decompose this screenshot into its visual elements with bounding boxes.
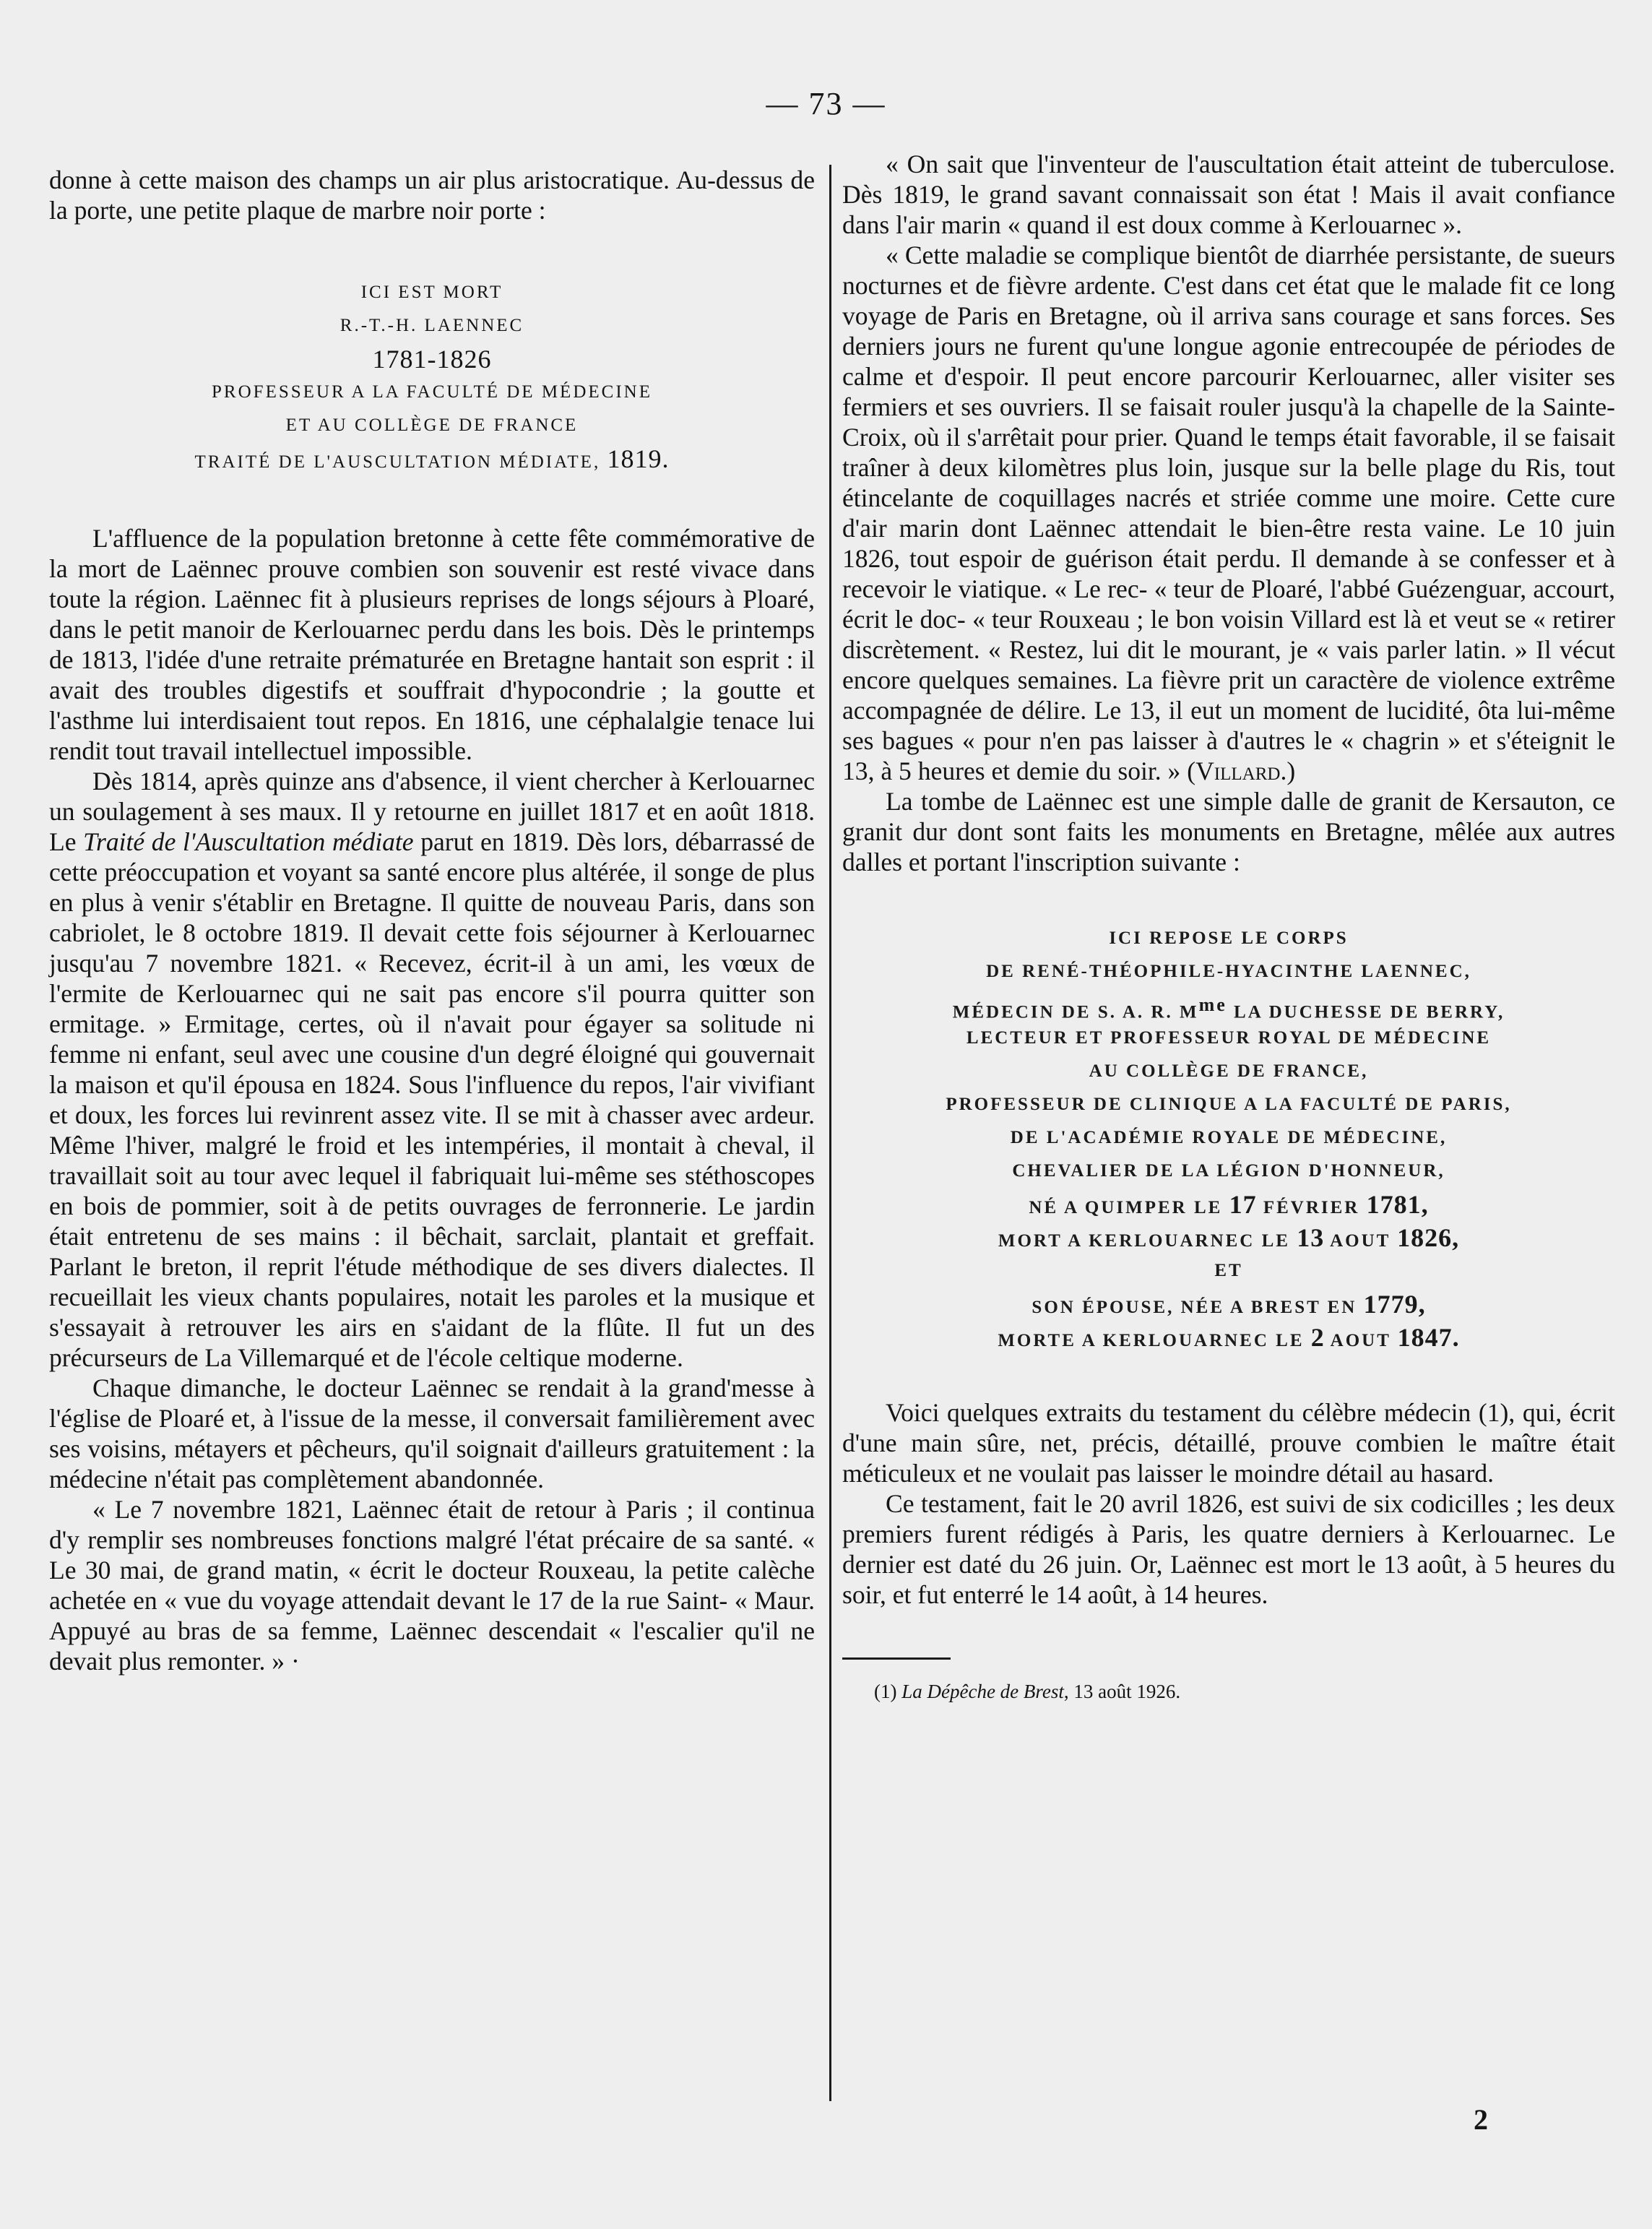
text-run: « Cette maladie se complique bientôt de diarrhée persistante, de sueurs nocturnes et de fièvre ardente. C'est dans cet état que le malade fit ce long voyage de Paris en Bretagne, où il arriva sans courage et sans forces. Ses derniers jours ne furent qu'une longue agonie entrecoupée de périodes de calme et d'espoir. Il peut encore parcourir Kerlouarnec, aller visiter ses fermiers et ses ouvriers. Il se faisait rouler jusqu'à la chapelle de la Sainte-Croix, où il s'arrêtait pour prier. Quand le temps était favorable, il se faisait traîner à deux kilomètres plus loin, jusque sur la belle plage du Ris, tout étincelante de coquillages nacrés et striée comme une moire. Cette cure d'air marin dont Laënnec attendait le bien-être resta vaine. Le 10 juin 1826, tout espoir de guérison était perdu. Il demande à se confesser et à recevoir le viatique. « Le rec- « teur de Ploaré, l'abbé Guézenguar, accourt, écrit le doc- « teur Rouxeau ; le bon voisin Villard est là et veut se « retirer discrètement. « Restez, lui dit le mourant, je « vais parler latin. » Il vécut encore quelques semaines. La fièvre prit un caractère de violence extrême accompagnée de délire. Le 13, il eut un moment de lucidité, ôta lui-même ses bagues « pour n'en pas laisser à d'autres le « chagrin » et s'éteignit le 13, à 5 heures et demie du soir. » [842, 241, 1615, 785]
epitaph-line [842, 1288, 1615, 1321]
text-run: MORTE A KERLOUARNEC LE [998, 1331, 1305, 1350]
text-run: MÉDECIN DE S. A. R. M [952, 1002, 1199, 1022]
footnote-date: , 13 août 1926. [1063, 1681, 1181, 1702]
footnote-source: La Dépêche de Brest [901, 1681, 1064, 1702]
plaque-line: 1781-1826 [372, 345, 492, 374]
plaque-inscription [49, 276, 815, 475]
text-run: FÉVRIER [1263, 1198, 1360, 1217]
left-column [49, 165, 815, 1676]
epitaph-line: ICI REPOSE LE CORPS [1109, 928, 1349, 948]
text-run: Dès 1814, après quinze ans d'absence, il vient chercher à Kerlouarnec un soulagement à ses maux. Il y retourne en juillet 1817 et en août 1818. Le [49, 767, 815, 856]
text-run: AOUT [1330, 1231, 1391, 1251]
plaque-line: R.-T.-H. LAENNEC [340, 316, 524, 335]
paragraph: L'affluence de la population bretonne à cette fête commémorative de la mort de Laënnec prouve combien son souvenir est resté vivace dans toute la région. Laënnec fit à plusieurs reprises de longs séjours à Ploaré, dans le petit manoir de Kerlouarnec perdu dans les bois. Dès le printemps de 1813, l'idée d'une retraite prématurée en Bretagne hantait son esprit : il avait des troubles digestifs et souffrait d'hypocondrie ; la goutte et l'asthme lui interdisaient tout repos. En 1816, une céphalalgie tenace lui rendit tout travail intellectuel impossible. [49, 524, 815, 765]
text-run: NÉ A QUIMPER LE [1029, 1198, 1223, 1217]
epitaph-line: LECTEUR ET PROFESSEUR ROYAL DE MÉDECINE [966, 1028, 1492, 1048]
epitaph-inscription [842, 922, 1615, 1354]
book-title: Traité de l'Auscultation médiate [83, 827, 414, 856]
paragraph: donne à cette maison des champs un air plus aristocratique. Au-dessus de la porte, une petite plaque de marbre noir porte : [49, 165, 815, 225]
footnote-rule [842, 1657, 951, 1660]
date-number: 1826, [1397, 1223, 1460, 1252]
paragraph: Chaque dimanche, le docteur Laënnec se rendait à la grand'messe à l'église de Ploaré et, à l'issue de la messe, il conversait familièrement avec ses voisins, métayers et pêcheurs, qu'il soignait d'ailleurs gratuitement : la médecine n'était pas complètement abandonnée. [49, 1374, 815, 1493]
date-number: 13 [1297, 1223, 1325, 1252]
attribution: (Villard.) [1187, 756, 1296, 785]
text-run: SON ÉPOUSE, NÉE A BREST EN [1032, 1298, 1357, 1317]
plaque-line: ET AU COLLÈGE DE FRANCE [285, 415, 579, 435]
plaque-line [49, 442, 815, 475]
text-run: parut en 1819. Dès lors, débarrassé de cette préoccupation et voyant sa santé encore plus altérée, il songe de plus en plus à venir s'établir en Bretagne. Il quitte de nouveau Paris, dans son cabriolet, le 8 octobre 1819. Il devait cette fois séjourner à Kerlouarnec jusqu'au 7 novembre 1821. « Recevez, écrit-il à un ami, les vœux de l'ermite de Kerlouarnec qui ne sait pas encore s'il pourra quitter son ermitage. » Ermitage, certes, où il n'avait pour égayer sa solitude ni femme ni enfant, seul avec une cousine d'un degré éloigné qui gouvernait la maison et qu'il épousa en 1824. Sous l'influence du repos, l'air vivifiant et doux, les forces lui revinrent assez vite. Il se mit à chasser avec ardeur. Même l'hiver, malgré le froid et les intempéries, il montait à cheval, il travaillait soit au tour avec lequel il fabriquait lui-même ses stéthoscopes en bois de pommier, soit à de petits ouvrages de ferronnerie. Le jardin était entretenu de ses mains : il bêchait, sarclait, plantait et greffait. Parlant le breton, il reprit l'étude méthodique de ses divers dialectes. Il recueillait les vieux chants populaires, notait les paroles et la musique et s'essayait à retrouver les airs en s'aidant de la flûte. Il fut un des précurseurs de La Villemarqué et de l'école celtique moderne. [49, 827, 815, 1372]
paragraph: « Le 7 novembre 1821, Laënnec était de retour à Paris ; il continua d'y remplir ses nombreuses fonctions malgré l'état précaire de sa santé. « Le 30 mai, de grand matin, « écrit le docteur Rouxeau, la petite calèche achetée en « vue du voyage attendait devant le 17 de la rue Saint- « Maur. Appuyé au bras de sa femme, Laënnec descendait « l'escalier qu'il ne devait plus remonter. » · [49, 1495, 815, 1676]
epitaph-line [842, 988, 1615, 1022]
plaque-line: ICI EST MORT [360, 283, 503, 302]
date-number: 1781, [1366, 1190, 1429, 1219]
epitaph-line [842, 1221, 1615, 1254]
date-number: 1779, [1363, 1290, 1426, 1319]
plaque-line-text: TRAITÉ DE L'AUSCULTATION MÉDIATE, [194, 452, 601, 472]
date-number: 17 [1229, 1190, 1257, 1219]
date-number: 2 [1310, 1323, 1325, 1352]
right-column [842, 149, 1615, 1704]
epitaph-line: PROFESSEUR DE CLINIQUE A LA FACULTÉ DE PARIS, [946, 1095, 1512, 1114]
paragraph [49, 766, 815, 1373]
epitaph-line [842, 1188, 1615, 1221]
text-run: MORT A KERLOUARNEC LE [998, 1231, 1290, 1251]
paragraph: « On sait que l'inventeur de l'auscultation était atteint de tuberculose. Dès 1819, le grand savant connaissait son état ! Mais il avait confiance dans l'air marin « quand il est doux comme à Kerlouarnec ». [842, 150, 1615, 239]
paragraph: La tombe de Laënnec est une simple dalle de granit de Kersauton, ce granit dur dont sont faits les monuments en Bretagne, mêlée aux autres dalles et portant l'inscription suivante : [842, 787, 1615, 876]
epitaph-line: DE L'ACADÉMIE ROYALE DE MÉDECINE, [1010, 1128, 1448, 1147]
superscript: me [1198, 994, 1227, 1015]
date-number: 1847. [1397, 1323, 1460, 1352]
text-run: AOUT [1330, 1331, 1391, 1350]
plaque-line: PROFESSEUR A LA FACULTÉ DE MÉDECINE [212, 382, 652, 402]
epitaph-line: CHEVALIER DE LA LÉGION D'HONNEUR, [1012, 1161, 1445, 1181]
epitaph-line: ET [1214, 1261, 1243, 1280]
text-run: LA DUCHESSE DE BERRY, [1227, 1002, 1505, 1022]
column-divider [829, 165, 831, 2101]
epitaph-line [842, 1321, 1615, 1354]
plaque-line-year: 1819. [607, 444, 670, 473]
epitaph-line: DE RENÉ-THÉOPHILE-HYACINTHE LAENNEC, [986, 962, 1471, 981]
page-number: — 73 — [766, 86, 886, 121]
paragraph: Ce testament, fait le 20 avril 1826, est suivi de six codicilles ; les deux premiers furent rédigés à Paris, les quatre derniers à Kerlouarnec. Le dernier est daté du 26 juin. Or, Laënnec est mort le 13 août, à 5 heures du soir, et fut enterré le 14 août, à 14 heures. [842, 1489, 1615, 1609]
paragraph [842, 240, 1615, 786]
signature-mark: 2 [1474, 2103, 1488, 2136]
footnote [874, 1678, 1615, 1704]
paragraph: Voici quelques extraits du testament du célèbre médecin (1), qui, écrit d'une main sûre, net, précis, détaillé, prouve combien le maître était méticuleux et ne voulait pas laisser le moindre détail au hasard. [842, 1398, 1615, 1488]
epitaph-line: AU COLLÈGE DE FRANCE, [1089, 1061, 1369, 1081]
footnote-number: (1) [874, 1681, 902, 1702]
